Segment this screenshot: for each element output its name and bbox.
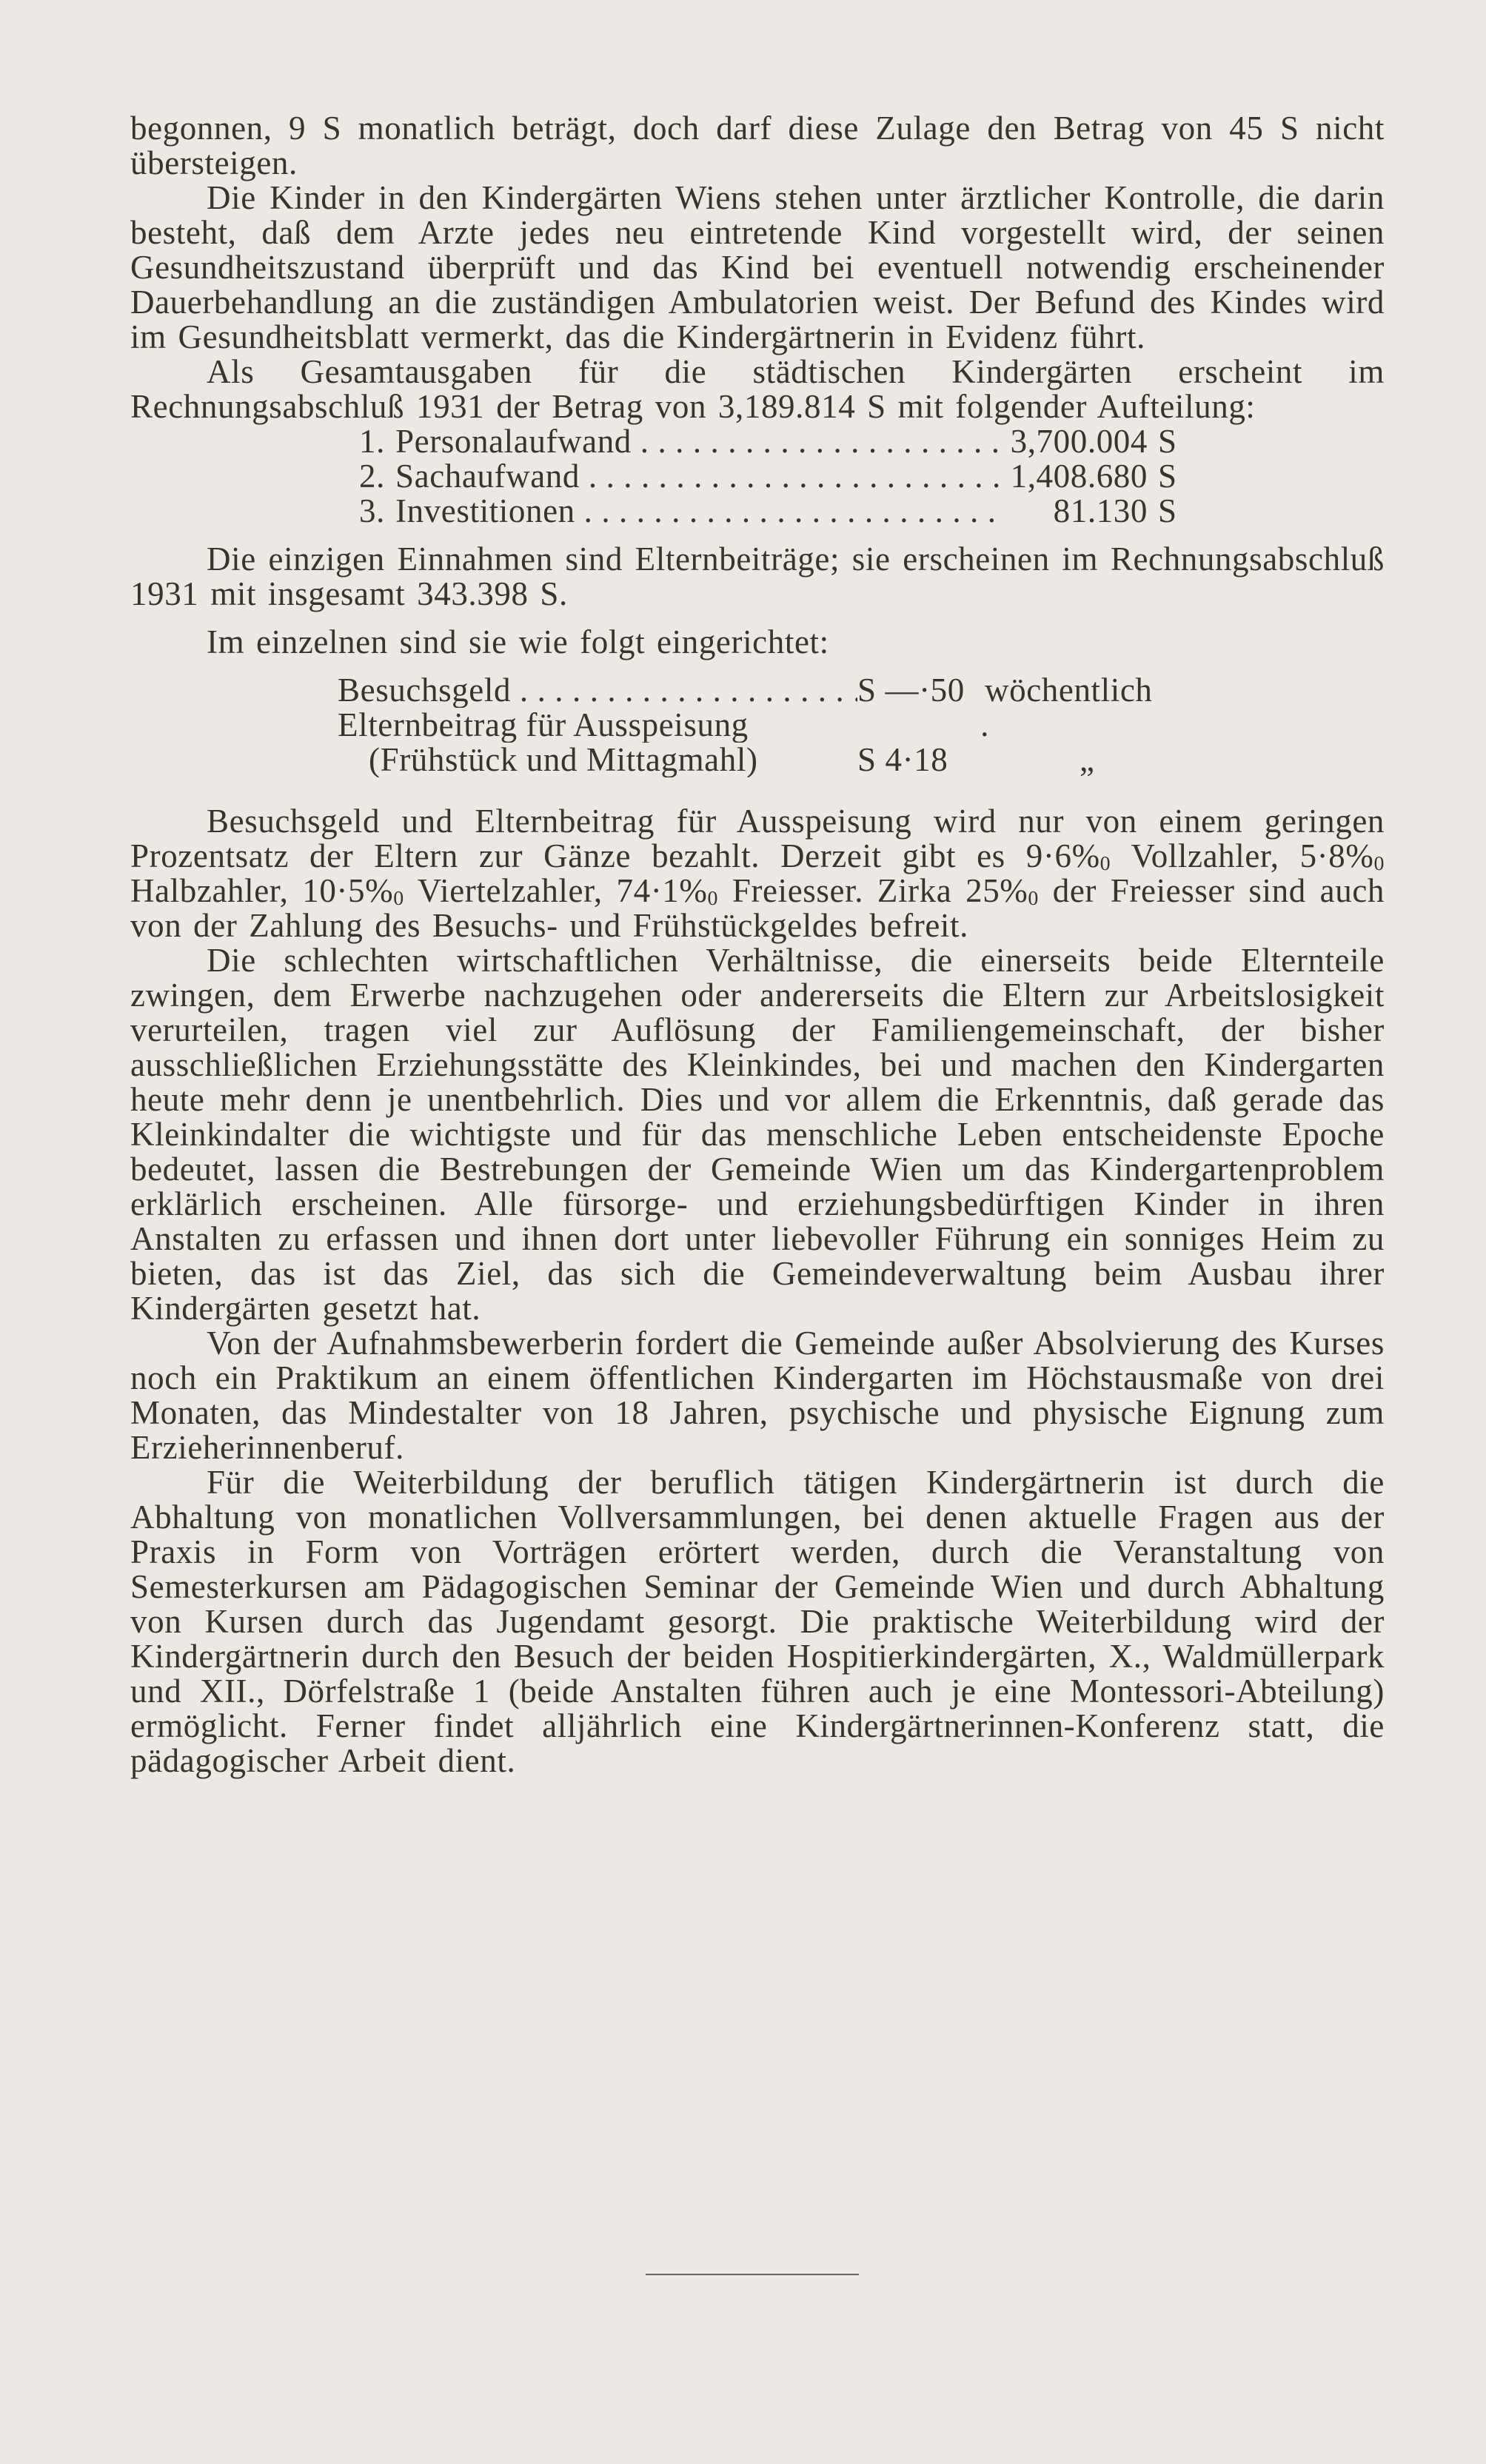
percent-subscript: 0 [393, 887, 404, 911]
percent-subscript: 0 [1373, 852, 1385, 876]
expense-unit: S [1158, 423, 1177, 460]
expense-row [338, 494, 1385, 529]
expense-number: 3. [359, 492, 385, 529]
text-run: Viertelzahler, 74·1% [404, 872, 708, 909]
fee-unit: „ [1080, 741, 1095, 778]
expense-value: 1,408.680 [1010, 458, 1148, 495]
expense-value: 81.130 [1053, 492, 1148, 529]
paragraph-admission-requirements: Von der Aufnahmsbewerberin fordert die Gemeinde außer Absolvierung des Kurses noch ein Praktikum an einem öffentlichen Kindergarten im Höchstausmaße von drei Monaten, das Mindestalter von 18 Jahren, psychische und physische Eignung zum Erzieherinnenberuf. [130, 1325, 1385, 1466]
text-column [130, 111, 1385, 1778]
paragraph-total-expenses: Als Gesamtausgaben für die städtischen Kindergärten erscheint im Rechnungsabschluß 1931 der Betrag von 3,189.814 S mit folgender Aufteilung: [130, 353, 1385, 425]
percent-subscript: 0 [707, 887, 719, 911]
fee-label: (Frühstück und Mittagmahl) [369, 743, 758, 777]
fees-table [338, 673, 1385, 777]
text-run: Vollzahler, 5·8% [1111, 837, 1374, 874]
text-run: Besuchsgeld und Elternbeitrag für Ausspeisung wird nur von einem geringen Prozentsatz der Eltern zur Gänze bezahlt. Derzeit gibt es 9·6% [130, 803, 1385, 874]
paragraph-continuation: begonnen, 9 S monatlich beträgt, doch darf diese Zulage den Betrag von 45 S nicht übersteigen. [130, 110, 1385, 181]
expense-label: Sachaufwand . . . [395, 459, 1007, 494]
paragraph-fees-intro: Im einzelnen sind sie wie folgt eingerichtet: [207, 623, 829, 660]
expense-number: 1. [359, 423, 385, 460]
expense-unit: S [1158, 458, 1177, 495]
expense-value: 3,700.004 [1010, 423, 1148, 460]
text-run: Freiesser. Zirka 25% [718, 872, 1028, 909]
fee-row [338, 708, 1385, 743]
percent-subscript: 0 [1100, 852, 1111, 876]
fee-amount: S —·50 [857, 672, 965, 709]
end-rule [646, 2274, 859, 2275]
expense-number: 2. [359, 458, 385, 495]
expenses-list [130, 424, 1385, 529]
paragraph-economic-conditions: Die schlechten wirtschaftlichen Verhältnisse, die einerseits beide Elternteile zwingen, dem Erwerbe nachzugehen oder andererseits die Eltern zur Arbeitslosigkeit verurteilen, tragen viel zur Auflösung der Familiengemeinschaft, der bisher ausschließlichen Erziehungsstätte des Kleinkindes, bei und machen den Kindergarten heute mehr denn je unentbehrlich. Dies und vor allem die Erkenntnis, daß gerade das Kleinkindalter die wichtigste und für das menschliche Leben entscheidenste Epoche bedeutet, lassen die Bestrebungen der Gemeinde Wien um das Kindergartenproblem erklärlich erscheinen. Alle fürsorge- und erziehungsbedürftigen Kinder in ihren Anstalten zu erfassen und ihnen dort unter liebevoller Führung ein sonniges Heim zu bieten, das ist das Ziel, das sich die Gemeindeverwaltung beim Ausbau ihrer Kindergärten gesetzt hat. [130, 942, 1385, 1327]
fee-amount: S 4·18 [857, 741, 948, 778]
paragraph-further-training: Für die Weiterbildung der beruflich tätigen Kindergärtnerin ist durch die Abhaltung von monatlichen Vollversammlungen, bei denen aktuelle Fragen aus der Praxis in Form von Vorträgen erörtert werden, durch die Veranstaltung von Semesterkursen am Pädagogischen Seminar der Gemeinde Wien und durch Abhaltung von Kursen durch das Jugendamt gesorgt. Die praktische Weiterbildung wird der Kindergärtnerin durch den Besuch der beiden Hospitierkindergärten, X., Waldmüllerpark und XII., Dörfelstraße 1 (beide Anstalten führen auch je eine Montessori-Abteilung) ermöglicht. Ferner findet alljährlich eine Kindergärtnerinnen-Konferenz statt, die pädagogischer Arbeit dient. [130, 1464, 1385, 1779]
expense-unit: S [1158, 492, 1177, 529]
fee-label: Elternbeitrag für Ausspeisung [338, 708, 749, 743]
fee-row [338, 673, 1385, 708]
fee-ditto-mark: . [980, 706, 989, 743]
expense-label: Personalaufwand . . . [395, 424, 1007, 459]
text-run: Halbzahler, 10·5% [130, 872, 394, 909]
fee-row [338, 743, 1385, 777]
paragraph-medical-control: Die Kinder in den Kindergärten Wiens stehen unter ärztlicher Kontrolle, die darin besteht, daß dem Arzte jedes neu eintretende Kind vorgestellt wird, der seinen Gesundheitszustand überprüft und das Kind bei eventuell notwendig erscheinender Dauerbehandlung an die zuständigen Ambulatorien weist. Der Befund des Kindes wird im Gesundheitsblatt vermerkt, das die Kindergärtnerin in Evidenz führt. [130, 179, 1385, 355]
paragraph-payment-rates [130, 804, 1385, 943]
percent-subscript: 0 [1028, 887, 1039, 911]
fee-unit: wöchentlich [985, 672, 1153, 709]
fee-label: Besuchsgeld . . . [338, 673, 857, 708]
expense-row [338, 459, 1385, 494]
text-run: der Freiesser sind auch von der Zahlung des Besuchs- und Frühstückgeldes befreit. [130, 872, 1385, 944]
expense-row [338, 424, 1385, 459]
paragraph-income: Die einzigen Einnahmen sind Elternbeiträge; sie erscheinen im Rechnungsabschluß 1931 mit insgesamt 343.398 S. [130, 540, 1385, 612]
expense-label: Investitionen . . . [395, 494, 1007, 529]
